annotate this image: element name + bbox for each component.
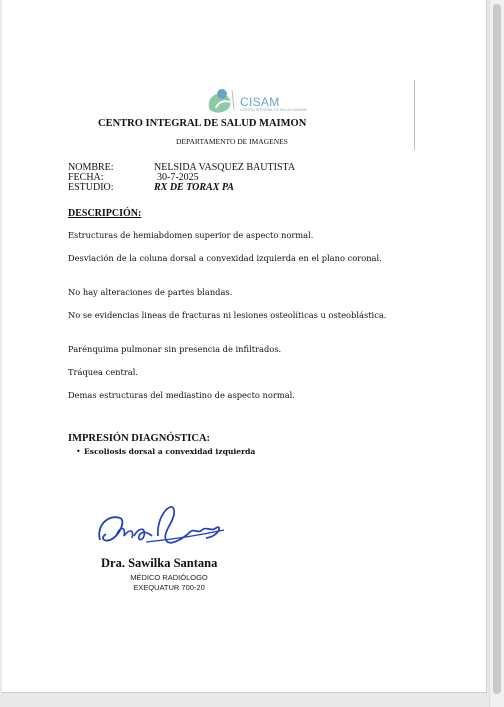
study-label: ESTUDIO:	[68, 182, 114, 193]
department-name: DEPARTAMENTO DE IMAGENES	[176, 137, 288, 146]
description-paragraph: Demas estructuras del mediastino de aspecto normal.	[68, 390, 295, 400]
name-value: NELSIDA VASQUEZ BAUTISTA	[154, 162, 296, 173]
study-value: RX DE TORAX PA	[154, 182, 234, 193]
description-paragraph: Estructuras de hemiabdomen superior de aspecto normal.	[68, 230, 314, 240]
description-paragraph: No se evidencias lineas de fracturas ni lesiones osteolíticas u osteoblástica.	[68, 310, 387, 320]
doctor-role: MÉDICO RADIÓLOGO	[130, 573, 208, 582]
logo-subtitle: CENTRO INTEGRAL DE SALUD MAIMON	[240, 108, 307, 112]
bullet-icon: •	[76, 447, 81, 456]
date-label: FECHA:	[68, 172, 104, 183]
handwritten-signature-icon	[86, 496, 236, 558]
description-title: DESCRIPCIÓN:	[68, 208, 142, 219]
name-label: NOMBRE:	[68, 162, 114, 173]
doctor-name: Dra. Sawilka Santana	[101, 556, 218, 570]
description-paragraph: Parénquima pulmonar sin presencia de infiltrados.	[68, 344, 282, 354]
organization-name: CENTRO INTEGRAL DE SALUD MAIMON	[98, 118, 307, 129]
description-paragraph: Desviación de la coluna dorsal a convexidad izquierda en el plano coronal.	[68, 253, 382, 263]
impression-title: IMPRESIÓN DIAGNÓSTICA:	[68, 433, 211, 444]
vertical-scrollbar[interactable]	[489, 0, 504, 707]
description-paragraph: No hay alteraciones de partes blandas.	[68, 287, 233, 297]
header-divider	[414, 80, 415, 150]
doctor-exequatur: EXEQUATUR 700-20	[133, 583, 205, 592]
description-paragraph: Tráquea central.	[68, 367, 139, 377]
date-value: 30-7-2025	[157, 172, 199, 183]
logo-text: CISAM	[240, 95, 280, 109]
scrollbar-thumb[interactable]	[493, 4, 501, 694]
impression-item: Escoliosis dorsal a convexidad izquierda	[84, 447, 256, 456]
document-page	[2, 0, 487, 693]
